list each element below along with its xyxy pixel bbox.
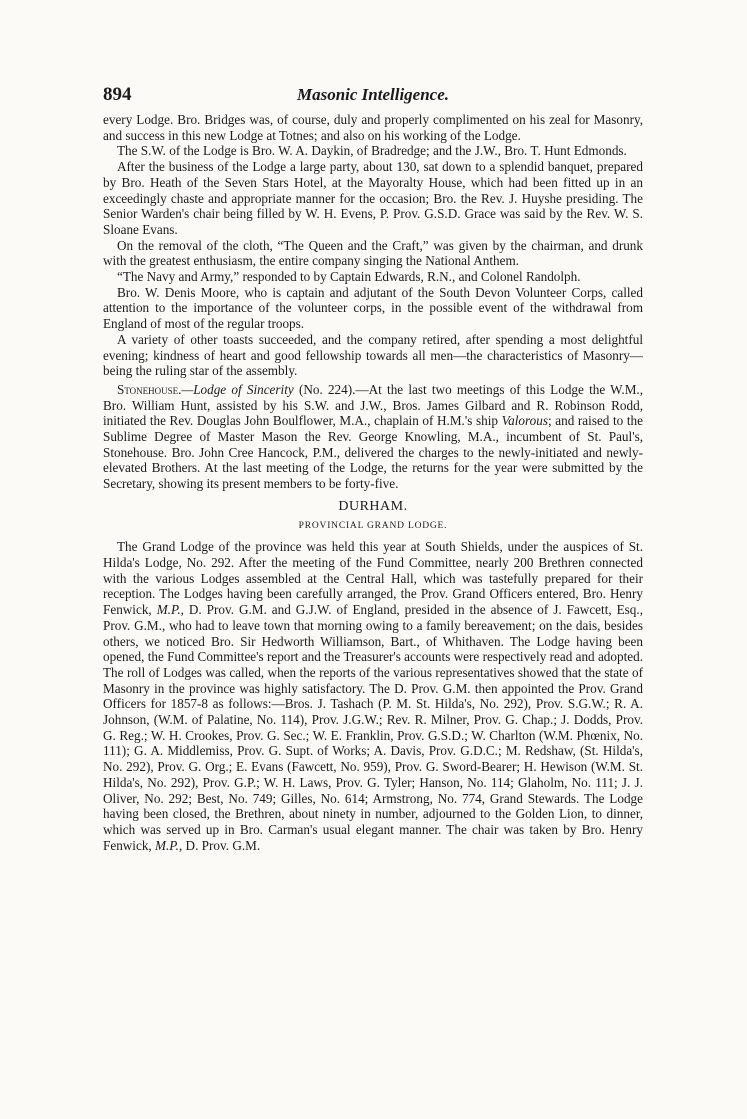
durham-paragraph: The Grand Lodge of the province was held this year at South Shields, under the auspices of St. Hilda's Lodge, No. 292. After the meeting of the Fund Committee, nearly 200 Brethren connected with the various Lodges assembled at the Central Hall, which was tastefully prepared for their reception. The Lodges having been carefully arranged, the Prov. Grand Officers entered, Bro. Henry Fenwick, M.P., D. Prov. G.M. and G.J.W. of England, presided in the absence of J. Fawcett, Esq., Prov. G.M., who had to leave town that morning owing to a family bereavement; on the dais, besides others, we noticed Bro. Sir Hedworth Williamson, Bart., of Whithaven. The Lodge having been opened, the Fund Committee's report and the Treasurer's accounts were respectively read and adopted. The roll of Lodges was called, when the reports of the various representatives showed that the state of Masonry in the province was highly satisfactory. The D. Prov. G.M. then appointed the Prov. Grand Officers for 1857-8 as follows:—Bros. J. Tashach (P. M. St. Hilda's, No. 292), Prov. S.G.W.; R. A. Johnson, (W.M. of Palatine, No. 114), Prov. J.G.W.; Rev. R. Milner, Prov. G. Chap.; J. Dodds, Prov. G. Reg.; W. H. Crookes, Prov. G. Sec.; W. E. Franklin, Prov. G.S.D.; W. Charlton (W.M. Phœnix, No. 111); G. A. Middlemiss, Prov. G. Supt. of Works; A. Davis, Prov. G.D.C.; M. Redshaw, (St. Hilda's, No. 292), Prov. G. Org.; E. Evans (Fawcett, No. 959), Prov. G. Sword-Bearer; H. Hewison (W.M. St. Hilda's, No. 292), Prov. G.P.; W. H. Laws, Prov. G. Tyler; Hanson, No. 114; Glaholm, No. 111; J. J. Oliver, No. 292; Best, No. 749; Gilles, No. 614; Armstrong, No. 774, Grand Stewards. The Lodge having been closed, the Brethren, about ninety in number, adjourned to the Golden Lion, to dinner, which was served up in Bro. Carman's usual elegant manner. The chair was taken by Bro. Henry Fenwick, M.P., D. Prov. G.M. <box>103 539 643 853</box>
paragraph: After the business of the Lodge a large party, about 130, sat down to a splendid banquet, prepared by Bro. Heath of the Seven Stars Hotel, at the Mayoralty House, which had been fitted up in an exceedingly chaste and appropriate manner for the occasion; Bro. the Rev. J. Huyshe presiding. The Senior Warden's chair being filled by W. H. Evens, P. Prov. G.S.D. Grace was said by the Rev. W. S. Sloane Evans. <box>103 159 643 237</box>
lodge-name: —Lodge of Sincerity <box>181 381 294 397</box>
stonehouse-paragraph: Stonehouse.—Lodge of Sincerity (No. 224).—At the last two meetings of this Lodge the W.M., Bro. William Hunt, assisted by his S.W. and J.W., Bros. James Gilbard and R. Robinson Rodd, initiated the Rev. Douglas John Boulflower, M.A., chaplain of H.M.'s ship Valorous; and raised to the Sublime Degree of Master Mason the Rev. George Knowling, M.A., incumbent of St. Paul's, Stonehouse. Bro. John Cree Hancock, P.M., delivered the charges to the newly-initiated and newly-elevated Brothers. At the last meeting of the Lodge, the returns for the year were submitted by the Secretary, showing its present members to be forty-five. <box>103 381 644 492</box>
page-number: 894 <box>103 84 132 105</box>
ship-name: Valorous <box>501 413 548 429</box>
paragraph: “The Navy and Army,” responded to by Captain Edwards, R.N., and Colonel Randolph. <box>117 269 581 285</box>
paragraph: every Lodge. Bro. Bridges was, of course, duly and properly complimented on his zeal for Masonry, and success in this new Lodge at Totnes; and also on his working of the Lodge. <box>103 112 643 143</box>
running-header <box>103 84 643 112</box>
paragraph: A variety of other toasts succeeded, and the company retired, after spending a most delightful evening; kindness of heart and good fellowship towards all men—the characteristics of Masonry—being the ruling star of the assembly. <box>103 331 643 379</box>
section-subheading: PROVINCIAL GRAND LODGE. <box>298 520 448 531</box>
running-title: Masonic Intelligence. <box>296 85 450 104</box>
page <box>103 84 643 853</box>
place-name: Stonehouse. <box>117 381 182 397</box>
section-heading: DURHAM. <box>338 498 408 514</box>
paragraph: The S.W. of the Lodge is Bro. W. A. Daykin, of Bradredge; and the J.W., Bro. T. Hunt Edmonds. <box>117 143 627 159</box>
paragraph: Bro. W. Denis Moore, who is captain and adjutant of the South Devon Volunteer Corps, called attention to the importance of the volunteer corps, in the possible event of the withdrawal from England of most of the regular troops. <box>103 284 643 332</box>
article-body <box>103 112 643 853</box>
paragraph: On the removal of the cloth, “The Queen and the Craft,” was given by the chairman, and drunk with the greatest enthusiasm, the entire company singing the National Anthem. <box>103 237 643 269</box>
